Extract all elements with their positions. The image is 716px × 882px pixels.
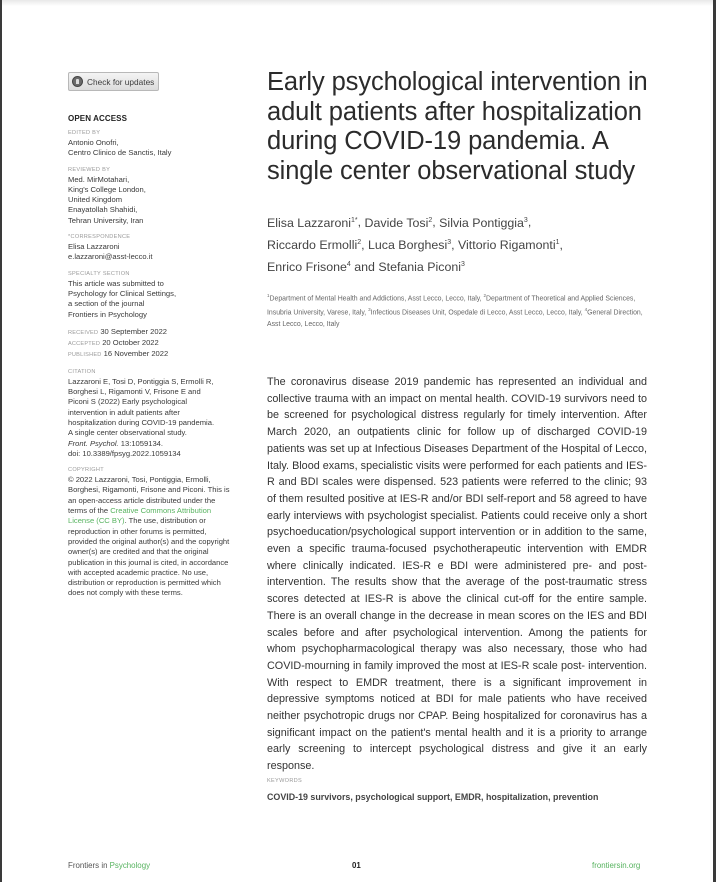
correspondence-name: Elisa Lazzaroni (68, 242, 120, 252)
author-list: Elisa Lazzaroni$^{1*}$, Davide Tosi$^2$, Silvia Pontiggia$^3$, Riccardo Ermolli$^2$, Luca Borghesi$^3$, Vittorio Rigamonti$^1$, Enrico Frisone$^4$ and Stefania Piconi$^3$ (267, 215, 563, 274)
citation-text (68, 377, 238, 459)
affiliation: Department of Mental Health and Addictions, Asst Lecco, Lecco, Italy, (269, 295, 484, 303)
copyright-text-start: © 2022 Lazzaroni, Tosi, Pontiggia, Ermolli, Borghesi, Rigamonti, Frisone and Piconi. This is an open-access article distributed under the terms of the (68, 475, 230, 516)
affiliations: $^1$Department of Mental Health and Addictions, Asst Lecco, Lecco, Italy, $^2$Department of Theoretical and Applied Sciences, Insubria University, Varese, Italy, $^3$Infectious Diseases Unit, Ospedale di Lecco, Asst Lecco, Lecco, Italy, $^4$General Direction, Asst Lecco, Lecco, Italy (267, 292, 643, 328)
open-access-label: OPEN ACCESS (68, 114, 128, 123)
citation-doi[interactable]: doi: 10.3389/fpsyg.2022.1059134 (68, 448, 181, 458)
affiliation: Department of Theoretical and Applied Sciences, Insubria University, Varese, Italy, (267, 295, 636, 317)
copyright-text (68, 475, 234, 599)
bookmark-update-icon (72, 76, 83, 87)
citation-line: Borghesi L, Rigamonti V, Frisone E and (68, 387, 201, 397)
citation-label: CITATION (68, 368, 96, 375)
reviewed-by-text (68, 175, 238, 226)
article-sidebar (68, 72, 238, 599)
specialty-line: This article was submitted to (68, 278, 164, 288)
citation-line: intervention in adult patients after (68, 407, 180, 417)
citation-line: A single center observational study. (68, 428, 187, 438)
specialty-line: Psychology for Clinical Settings, (68, 288, 177, 298)
correspondence-email[interactable]: e.lazzaroni@asst-lecco.it (68, 252, 153, 262)
author[interactable]: Davide Tosi$^2$ (364, 215, 433, 230)
specialty-line: a section of the journal (68, 299, 145, 309)
abstract: The coronavirus disease 2019 pandemic has represented an individual and collective trauma with an impact on mental health. COVID-19 survivors need to be screened for psychological distress regularly for timely intervention. After March 2020, an outpatients clinic for follow up of discharged COVID-19 patients was set up at Infectious Diseases Department of the Hospital of Lecco, Italy. Blood exams, specialistic visits were performed for each patients and IES-R and BDI scales were dispensed. 523 patients were referred to the clinic; 93 of them resulted positive at IES-R and/or BDI self-report and 58 agreed to have early interviews with psychologist specialist. Patients could receive only a short psychoeducation/psychological support intervention or in addition to the same, even a specific trauma-focused psychotherapeutic intervention with EMDR where clinically indicated. IES-R e BDI were administered pre- and post-intervention. The results show that the average of the post-traumatic stress scores detected at IES-R is above the clinical cut-off for the entire sample. There is an overall change in the decrease in mean scores on the IES and BDI scales before and after psychological intervention. Among the patients for whom psychopharmacological therapy was also necessary, those who had COVID-mourning in family improved the most at IES-R scale post- intervention. With respect to EMDR treatment, there is a significant improvement in depressive symptoms noticed at BDI for male patients who have received neither psychotropic drugs nor CPAP. Being hospitalized for coronavirus has a significant impact on the patient's mental health and it is a priority to arrange early screening to intercept psychological distress and give it an early response. (267, 376, 647, 773)
received-date: RECEIVED 30 September 2022 (68, 326, 168, 336)
published-date: PUBLISHED 16 November 2022 (68, 349, 169, 359)
specialty-line: Frontiers in Psychology (68, 309, 147, 319)
page-top-shade (0, 0, 716, 6)
specialty-section-label: SPECIALTY SECTION (68, 270, 130, 277)
citation-line: hospitalization during COVID-19 pandemia. (68, 417, 215, 427)
copyright-label: COPYRIGHT (68, 467, 104, 474)
reviewer-line: Med. MirMotahari, (68, 174, 130, 184)
author[interactable]: Stefania Piconi$^3$ (378, 259, 465, 274)
edited-by-label: EDITED BY (68, 130, 101, 136)
edited-by-text (68, 138, 238, 159)
footer-journal: Frontiers in Psychology (68, 861, 151, 870)
citation-journal-line (68, 439, 238, 449)
citation-journal: Front. Psychol. (68, 438, 119, 448)
author[interactable]: Luca Borghesi$^3$ (368, 237, 452, 252)
reviewer-line: King's College London, (68, 184, 146, 194)
keywords-label: KEYWORDS (267, 778, 303, 784)
keywords: COVID-19 survivors, psychological support, EMDR, hospitalization, prevention (267, 792, 599, 802)
citation-line: Piconi S (2022) Early psychological (68, 397, 188, 407)
footer-journal-link[interactable]: Psychology (109, 861, 151, 870)
check-for-updates-label: Check for updates (87, 76, 155, 87)
editor-name: Antonio Onofri, (68, 138, 119, 147)
citation-line: Lazzaroni E, Tosi D, Pontiggia S, Ermolli R, (68, 376, 214, 386)
article-dates (68, 327, 238, 361)
page-number: 01 (352, 861, 361, 870)
cc-by-license-link[interactable]: Creative Commons Attribution License (CC BY) (68, 506, 212, 526)
author[interactable]: Vittorio Rigamonti$^1$ (458, 237, 560, 252)
check-for-updates-button[interactable] (68, 72, 159, 91)
reviewed-by-label: REVIEWED BY (68, 166, 111, 173)
reviewer-line: Enayatollah Shahidi, (68, 205, 138, 215)
reviewer-line: Tehran University, Iran (68, 215, 144, 225)
article-header (267, 68, 649, 330)
viewer-left-border (0, 0, 2, 882)
author[interactable]: Silvia Pontiggia$^3$ (439, 215, 528, 230)
affiliation: General Direction, Asst Lecco, Lecco, Italy (267, 309, 643, 328)
editor-affiliation: Centro Clinico de Sanctis, Italy (68, 148, 172, 158)
correspondence-text (68, 242, 238, 263)
correspondence-label: *CORRESPONDENCE (68, 234, 131, 241)
accepted-date: ACCEPTED 20 October 2022 (68, 338, 159, 348)
copyright-text-end: . The use, distribution or reproduction in other forums is permitted, provided the original author(s) and the copyright owner(s) are credited and that the original publication in this journal is cited, in accordance with accepted academic practice. No use, distribution or reproduction is permitted which does not comply with these terms. (68, 516, 230, 598)
citation-volume: 13:1059134. (118, 438, 163, 448)
author[interactable]: Riccardo Ermolli$^2$ (267, 237, 362, 252)
reviewer-line: United Kingdom (68, 195, 123, 205)
footer-site-link[interactable]: frontiersin.org (592, 861, 641, 870)
article-title: Early psychological intervention in adult patients after hospitalization during COVID-19 pandemia. A single center observational study (267, 68, 648, 185)
affiliation: Infectious Diseases Unit, Ospedale di Lecco, Asst Lecco, Lecco, Italy, (370, 309, 585, 317)
specialty-section-text (68, 279, 238, 320)
author[interactable]: Enrico Frisone$^4$ (267, 259, 351, 274)
author[interactable]: Elisa Lazzaroni$^{1*}$ (267, 215, 358, 230)
